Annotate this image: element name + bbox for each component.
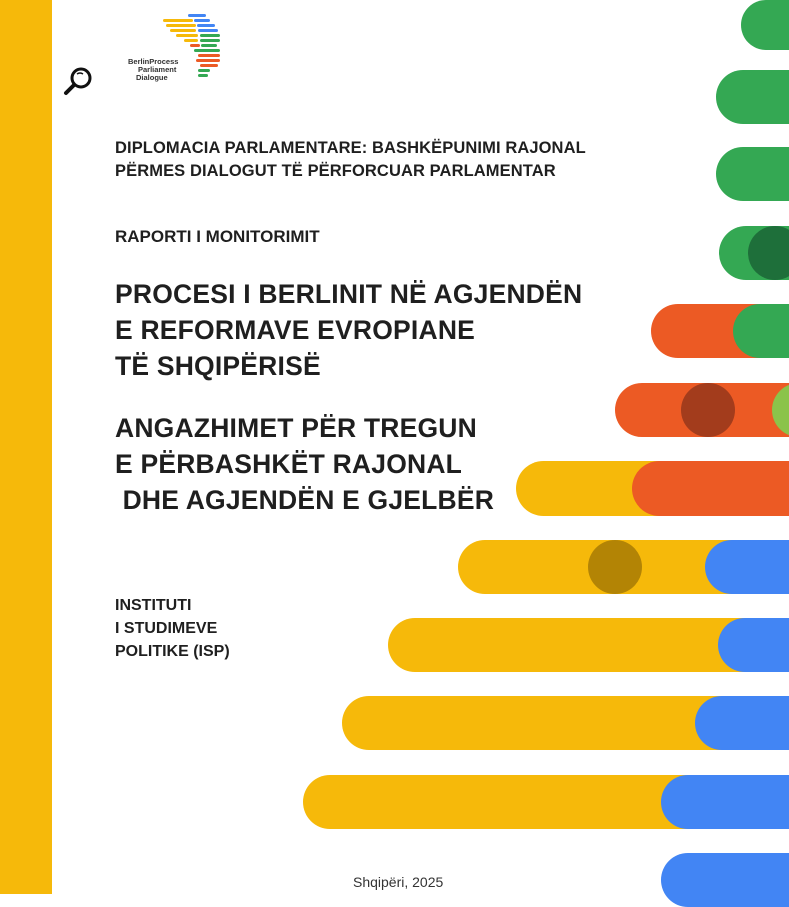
pill-orange-3 bbox=[632, 461, 789, 516]
berlin-process-logo bbox=[128, 12, 228, 87]
report-label: RAPORTI I MONITORIMIT bbox=[115, 227, 320, 246]
institute-name bbox=[115, 594, 230, 663]
title-secondary-line-3: DHE AGJENDËN E GJELBËR bbox=[115, 485, 495, 515]
institute-line-1: INSTITUTI bbox=[115, 597, 192, 614]
pill-green-5 bbox=[733, 304, 789, 358]
title-secondary-line-2: E PËRBASHKËT RAJONAL bbox=[115, 449, 463, 479]
institute-line-3: POLITIKE (ISP) bbox=[115, 643, 230, 660]
pill-blue-3 bbox=[695, 696, 789, 750]
logo-line-3: Dialogue bbox=[136, 73, 168, 82]
pill-blue-5 bbox=[661, 853, 789, 907]
subtitle-line-2: PËRMES DIALOGUT TË PËRFORCUAR PARLAMENTAR bbox=[115, 162, 556, 180]
institute-line-2: I STUDIMEVE bbox=[115, 620, 218, 637]
title-secondary bbox=[115, 410, 494, 518]
logo-line-2: Parliament bbox=[138, 65, 177, 74]
pill-green-3 bbox=[716, 147, 789, 201]
pill-green-2 bbox=[716, 70, 789, 124]
title-secondary-line-1: ANGAZHIMET PËR TREGUN bbox=[115, 413, 477, 443]
left-accent-bar bbox=[0, 0, 52, 894]
title-primary-line-1: PROCESI I BERLINIT NË AGJENDËN bbox=[115, 279, 583, 309]
pill-green-1 bbox=[741, 0, 789, 50]
footer-place-date: Shqipëri, 2025 bbox=[353, 874, 444, 890]
title-primary bbox=[115, 276, 582, 384]
dot-dark-orange bbox=[681, 383, 735, 437]
title-primary-line-3: TË SHQIPËRISË bbox=[115, 351, 321, 381]
pill-blue-4 bbox=[661, 775, 789, 829]
logo-text bbox=[128, 58, 178, 82]
pill-blue-2 bbox=[718, 618, 789, 672]
magnifier-icon bbox=[63, 65, 95, 97]
pill-blue-1 bbox=[705, 540, 789, 594]
title-primary-line-2: E REFORMAVE EVROPIANE bbox=[115, 315, 476, 345]
subtitle bbox=[115, 137, 586, 183]
logo-line-1: BerlinProcess bbox=[128, 57, 179, 66]
dot-olive bbox=[588, 540, 642, 594]
subtitle-line-1: DIPLOMACIA PARLAMENTARE: BASHKËPUNIMI RAJONAL bbox=[115, 139, 586, 157]
